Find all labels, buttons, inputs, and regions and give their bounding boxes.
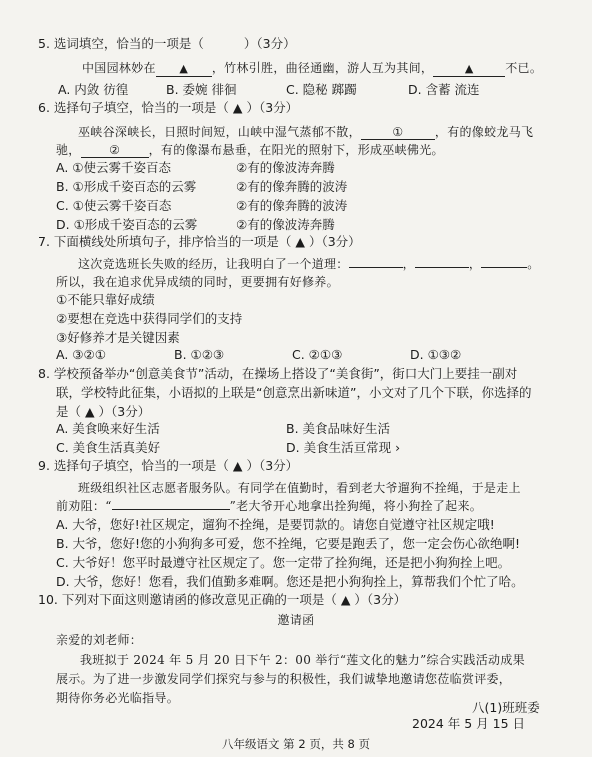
- answer-blank[interactable]: [415, 267, 469, 268]
- q6-option-a-right: ②有的像波涛奔腾: [236, 160, 335, 175]
- q8-stem-line1: 8. 学校预备举办“创意美食节”活动，在操场上搭设了“美食街”，街口大门上要挂一副对: [38, 366, 518, 381]
- page-footer: 八年级语文 第 2 页，共 8 页: [222, 737, 370, 751]
- q8-stem-line3: 是（ ▲ ）（3分）: [56, 404, 151, 419]
- q7-option-d[interactable]: D. ①③②: [410, 347, 462, 362]
- q9-stem: 9. 选择句子填空，恰当的一项是（ ▲ ）（3分）: [38, 458, 299, 473]
- q8-option-a[interactable]: A. 美食唤来好生活: [56, 421, 160, 436]
- q7-stem: 7. 下面横线处所填句子，排序恰当的一项是（ ▲ ）（3分）: [38, 234, 361, 249]
- answer-blank[interactable]: [349, 267, 403, 268]
- letter-salutation: 亲爱的刘老师：: [56, 633, 143, 647]
- letter-body-line3: 期待你务必光临指导。: [56, 691, 180, 705]
- answer-blank[interactable]: ①: [361, 125, 435, 140]
- q7-option-a[interactable]: A. ③②①: [56, 347, 106, 362]
- letter-signature: 八(1)班班委: [472, 700, 540, 715]
- letter-body-line2: 展示。为了进一步激发同学们探究与参与的积极性，我们诚挚地邀请您莅临赏评委，: [56, 672, 512, 686]
- q10-stem: 10. 下列对下面这则邀请函的修改意见正确的一项是（ ▲ ）（3分）: [38, 592, 407, 607]
- q6-stem: 6. 选择句子填空，恰当的一项是（ ▲ ）（3分）: [38, 100, 299, 115]
- q9-passage-line1: 班级组织社区志愿者服务队。有同学在值勤时，看到老大爷遛狗不拴绳，于是走上: [78, 481, 521, 495]
- q9-option-c[interactable]: C. 大爷好！您平时最遵守社区规定了。您一定带了拴狗绳，还是把小狗狗拴上吧。: [56, 555, 511, 570]
- answer-blank[interactable]: [112, 509, 230, 510]
- q7-passage-line1: 这次竞选班长失败的经历，让我明白了一个道理： ， ， 。: [78, 257, 540, 271]
- q5-stem: 5. 选词填空，恰当的一项是（ ）（3分）: [38, 36, 296, 51]
- q6-option-c-left[interactable]: C. ①使云雾千姿百态: [56, 198, 172, 213]
- q8-option-c[interactable]: C. 美食生活真美好: [56, 440, 161, 455]
- q7-option-b[interactable]: B. ①②③: [174, 347, 225, 362]
- q6-option-b-left[interactable]: B. ①形成千姿百态的云雾: [56, 179, 197, 194]
- q7-item-2: ②要想在竞选中获得同学们的支持: [56, 311, 243, 326]
- q5-passage: 中国园林妙在 ▲ ，竹林引胜，曲径通幽，游人互为其间， ▲ 不已。: [82, 61, 543, 75]
- answer-blank[interactable]: [433, 61, 505, 77]
- q5-option-a[interactable]: A. 内敛 彷徨: [58, 82, 129, 97]
- letter-date: 2024 年 5 月 15 日: [412, 716, 526, 731]
- answer-blank[interactable]: [481, 267, 527, 268]
- q7-option-c[interactable]: C. ②①③: [292, 347, 343, 362]
- q6-option-a-left[interactable]: A. ①使云雾千姿百态: [56, 160, 171, 175]
- q6-passage-line1: 巫峡谷深峡长，日照时间短，山峡中湿气蒸郁不散， ① ，有的像蛟龙马飞: [78, 125, 534, 139]
- q5-option-b[interactable]: B. 委婉 徘徊: [166, 82, 237, 97]
- letter-title: 邀请函: [277, 613, 315, 627]
- q5-option-d[interactable]: D. 含蓄 流连: [408, 82, 480, 97]
- answer-blank[interactable]: ②: [81, 143, 149, 158]
- q8-option-d[interactable]: D. 美食生活亘常现 ›: [286, 440, 401, 455]
- q6-option-d-left[interactable]: D. ①形成千姿百态的云雾: [56, 217, 198, 232]
- q6-passage-line2: 驰， ② ，有的像瀑布悬垂，在阳光的照射下，形成巫峡佛光。: [56, 143, 444, 157]
- q7-item-3: ③好修养才是关键因素: [56, 330, 180, 345]
- q7-item-1: ①不能只靠好成绩: [56, 292, 155, 307]
- triangle-icon: ▲: [464, 62, 474, 75]
- q8-stem-line2: 联，学校特此征集，小语拟的上联是“创意烹出新味道”，小文对了几个下联，你选择的: [56, 385, 532, 400]
- q9-passage-line2: 前劝阻：“ ”老大爷开心地拿出拴狗绳，将小狗拴了起来。: [56, 499, 483, 513]
- q8-option-b[interactable]: B. 美食品味好生活: [286, 421, 391, 436]
- letter-body-line1: 我班拟于 2024 年 5 月 20 日下午 2：00 举行“莲文化的魅力”综合实践活动成果: [80, 653, 525, 667]
- q6-option-d-right: ②有的像波涛奔腾: [236, 217, 335, 232]
- q9-option-b[interactable]: B. 大爷，您好!您的小狗狗多可爱，您不拴绳，它要是跑丢了，您一定会伤心欲绝啊!: [56, 536, 521, 551]
- q9-option-d[interactable]: D. 大爷，您好！您看，我们值勤多难啊。您还是把小狗狗拴上，算帮我们个忙了哈。: [56, 574, 524, 589]
- q5-option-c[interactable]: C. 隐秘 踯躅: [286, 82, 357, 97]
- answer-blank[interactable]: [156, 61, 212, 77]
- q6-option-c-right: ②有的像奔腾的波涛: [236, 198, 348, 213]
- q9-option-a[interactable]: A. 大爷，您好!社区规定，遛狗不拴绳，是要罚款的。请您自觉遵守社区规定哦!: [56, 517, 495, 532]
- triangle-icon: ▲: [179, 62, 189, 75]
- q7-passage-line2: 所以，我在追求优异成绩的同时，更要拥有好修养。: [56, 275, 339, 289]
- q6-option-b-right: ②有的像奔腾的波涛: [236, 179, 348, 194]
